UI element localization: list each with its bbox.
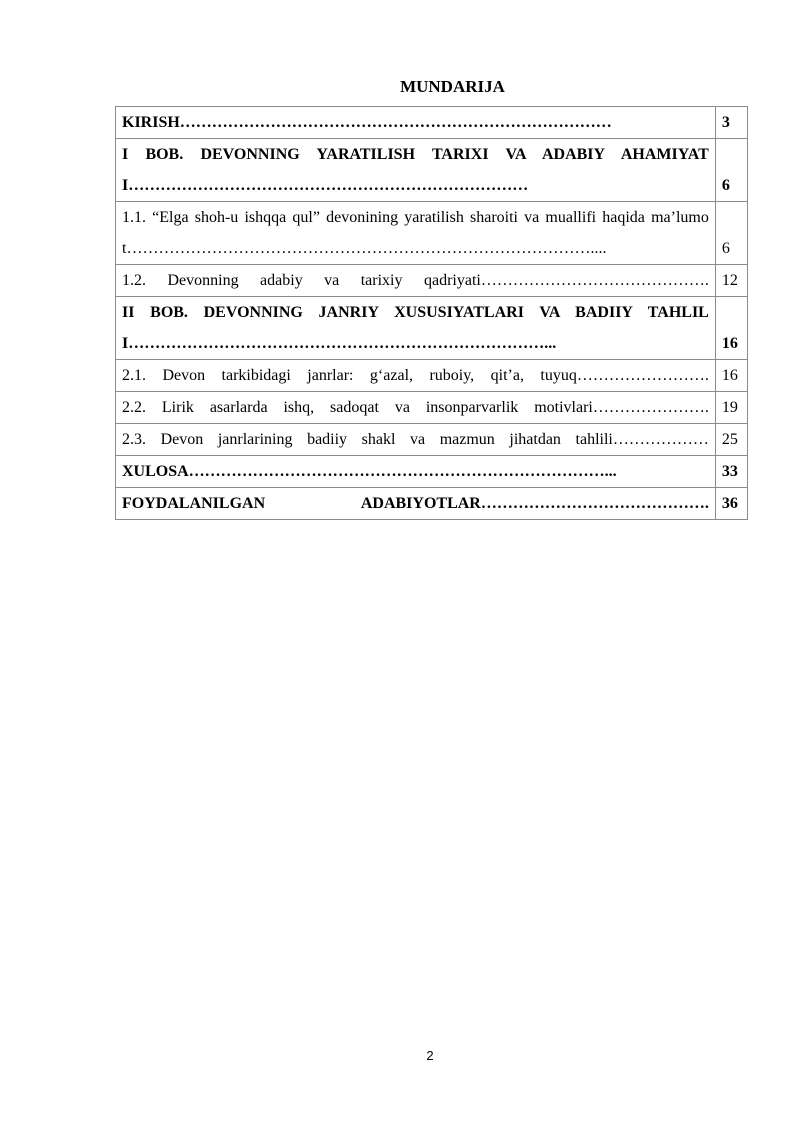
toc-entry-xulosa: XULOSA……………………………………………………………………... <box>116 456 716 488</box>
toc-entry-section-1-1: 1.1. “Elga shoh-u ishqqa qul” devonining yaratilish sharoiti va muallifi haqida ma’lumot…………………………………………………………………………….... <box>116 202 716 265</box>
toc-page-number: 16 <box>715 297 747 360</box>
toc-entry-section-2-3: 2.3. Devon janrlarining badiiy shakl va mazmun jihatdan tahlili……………… <box>116 424 716 456</box>
toc-page-number: 16 <box>715 360 747 392</box>
toc-row <box>116 488 748 520</box>
toc-page-number: 3 <box>715 107 747 139</box>
toc-row <box>116 139 748 202</box>
toc-row <box>116 297 748 360</box>
toc-row <box>116 392 748 424</box>
toc-page-number: 33 <box>715 456 747 488</box>
toc-page-number: 36 <box>715 488 747 520</box>
toc-entry-section-2-2: 2.2. Lirik asarlarda ishq, sadoqat va insonparvarlik motivlari…………………. <box>116 392 716 424</box>
toc-row <box>116 107 748 139</box>
toc-page-number: 6 <box>715 202 747 265</box>
toc-page-number: 19 <box>715 392 747 424</box>
toc-entry-chapter-2: II BOB. DEVONNING JANRIY XUSUSIYATLARI VA BADIIY TAHLILI……………………………………………………………………... <box>116 297 716 360</box>
toc-entry-section-2-1: 2.1. Devon tarkibidagi janrlar: g‘azal, ruboiy, qit’a, tuyuq……………………. <box>116 360 716 392</box>
toc-row <box>116 360 748 392</box>
toc-page-number: 25 <box>715 424 747 456</box>
toc-page-number: 12 <box>715 265 747 297</box>
toc-page-number: 6 <box>715 139 747 202</box>
toc-table <box>115 106 748 520</box>
toc-entry-references: FOYDALANILGAN ADABIYOTLAR……………………………………. <box>116 488 716 520</box>
toc-row <box>116 265 748 297</box>
toc-title: MUNDARIJA <box>400 77 505 96</box>
toc-row <box>116 456 748 488</box>
toc-entry-chapter-1: I BOB. DEVONNING YARATILISH TARIXI VA ADABIY AHAMIYATI………………………………………………………………… <box>116 139 716 202</box>
toc-entry-section-1-2: 1.2. Devonning adabiy va tarixiy qadriyati……………………………………. <box>116 265 716 297</box>
toc-row <box>116 424 748 456</box>
toc-entry-kirish: KIRISH……………………………………………………………………… <box>116 107 716 139</box>
page-number: 2 <box>426 1048 434 1063</box>
toc-row <box>116 202 748 265</box>
